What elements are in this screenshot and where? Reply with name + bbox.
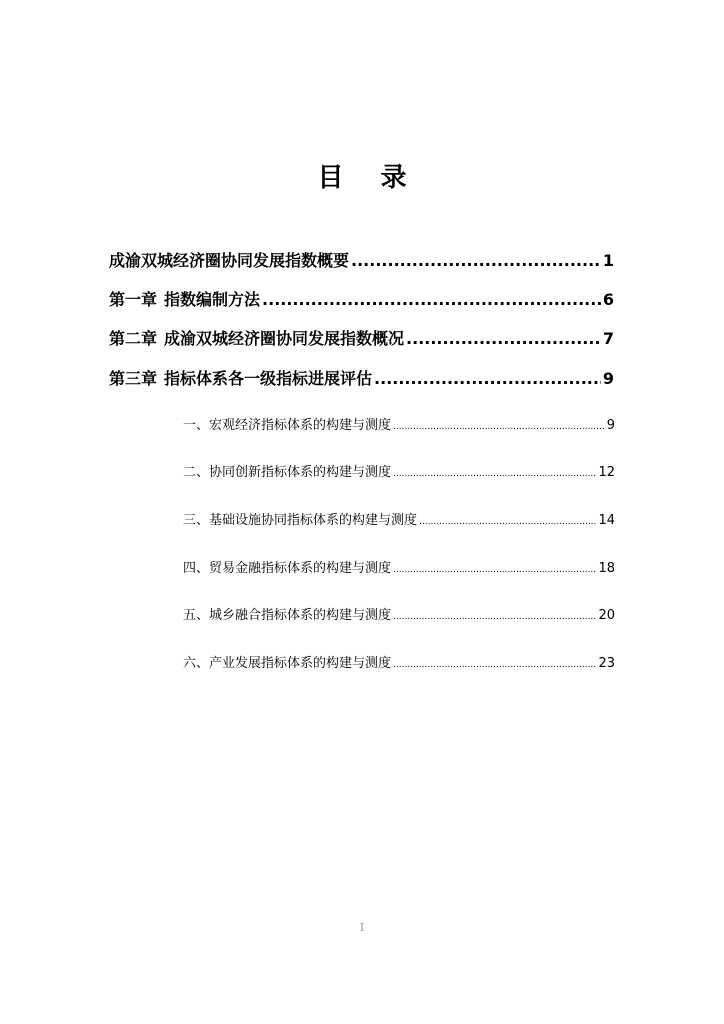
toc-page-number: 9 — [606, 418, 615, 433]
toc-chapter-label: 第一章 — [109, 290, 158, 309]
toc-subentry-number: 二、 — [183, 465, 210, 480]
toc-page-number: 7 — [602, 329, 614, 348]
toc-subentry-6[interactable] — [183, 652, 615, 671]
toc-leader-dots — [393, 612, 596, 622]
toc-subentry-2[interactable] — [183, 461, 615, 480]
toc-leader-dots — [419, 517, 596, 527]
toc-page-number: 6 — [602, 290, 614, 309]
toc-subentry-number: 五、 — [183, 608, 210, 623]
toc-entry-chapter-1[interactable] — [109, 287, 614, 310]
toc-leader-dots — [393, 565, 596, 575]
toc-subentry-title: 协同创新指标体系的构建与测度 — [209, 465, 392, 480]
toc-subentry-number: 六、 — [183, 656, 210, 671]
toc-subentry-4[interactable] — [183, 557, 615, 576]
toc-subentry-title: 基础设施协同指标体系的构建与测度 — [209, 513, 418, 528]
toc-subentry-number: 三、 — [183, 513, 210, 528]
toc-page-number: 12 — [598, 465, 615, 480]
toc-page-number: 18 — [598, 561, 615, 576]
toc-subentry-title: 产业发展指标体系的构建与测度 — [209, 656, 392, 671]
toc-subentry-3[interactable] — [183, 509, 615, 528]
toc-chapter-label: 第二章 — [109, 329, 158, 348]
toc-leader-dots — [262, 290, 601, 309]
toc-entry-title: 指标体系各一级指标进展评估 — [164, 369, 373, 388]
toc-entry-chapter-2[interactable] — [109, 326, 614, 349]
toc-entry-overview[interactable] — [109, 248, 614, 271]
toc-leader-dots — [351, 251, 601, 270]
toc-leader-dots — [393, 660, 596, 670]
toc-leader-dots — [374, 369, 601, 388]
toc-title: 目 录 — [317, 163, 421, 193]
toc-page-number: 9 — [602, 369, 614, 388]
toc-page-number: 20 — [598, 608, 615, 623]
footer-page-number: I — [359, 921, 365, 934]
toc-page-number: 23 — [598, 656, 615, 671]
toc-subentry-title: 宏观经济指标体系的构建与测度 — [209, 418, 392, 433]
toc-entry-title: 指数编制方法 — [164, 290, 261, 309]
toc-entry-title: 成渝双城经济圈协同发展指数概况 — [164, 329, 405, 348]
toc-page-number: 1 — [602, 251, 614, 270]
toc-subentry-title: 城乡融合指标体系的构建与测度 — [209, 608, 392, 623]
toc-subentry-1[interactable] — [183, 414, 615, 433]
toc-subentry-number: 四、 — [183, 561, 210, 576]
toc-leader-dots — [393, 469, 596, 479]
toc-chapter-label: 第三章 — [109, 369, 158, 388]
toc-entry-chapter-3[interactable] — [109, 366, 614, 389]
toc-subentry-number: 一、 — [183, 418, 210, 433]
toc-page-number: 14 — [598, 513, 615, 528]
toc-leader-dots — [393, 422, 605, 432]
toc-subentry-5[interactable] — [183, 604, 615, 623]
toc-subentry-title: 贸易金融指标体系的构建与测度 — [209, 561, 392, 576]
toc-leader-dots — [406, 329, 601, 348]
toc-entry-title: 成渝双城经济圈协同发展指数概要 — [109, 251, 350, 270]
